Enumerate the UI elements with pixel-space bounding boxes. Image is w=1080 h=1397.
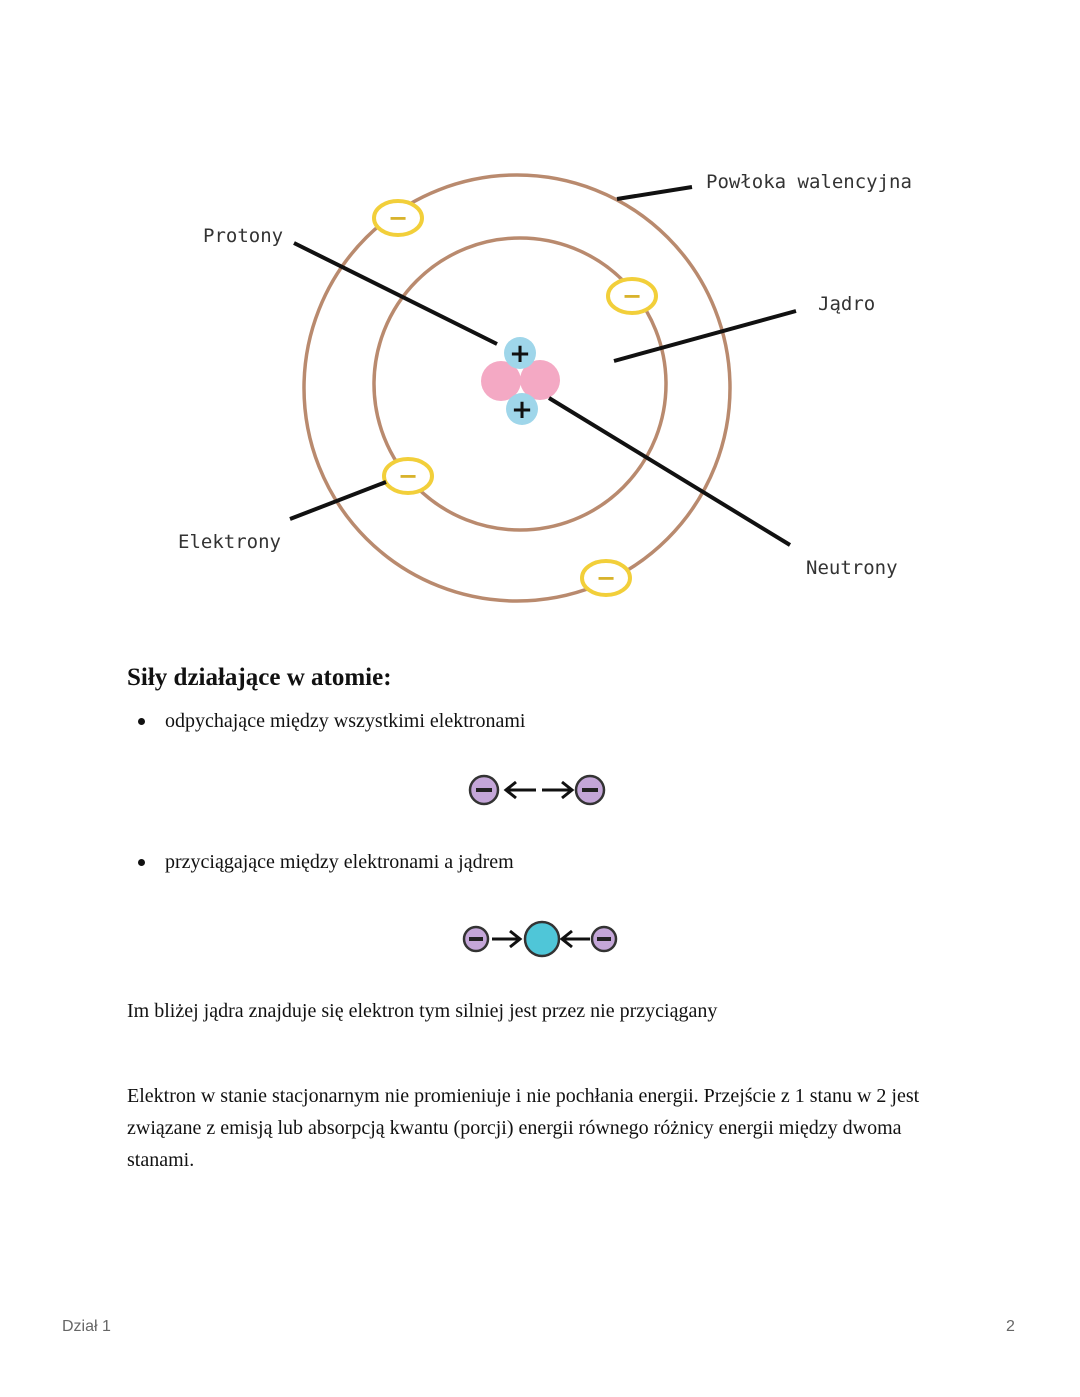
svg-text:−: − bbox=[621, 282, 643, 310]
svg-text:−: − bbox=[397, 462, 419, 490]
electron bbox=[582, 561, 630, 595]
electrons-pointer bbox=[290, 482, 386, 519]
proton-sign: + bbox=[511, 395, 533, 425]
arrow-right-icon bbox=[492, 931, 520, 947]
proton-sign: + bbox=[509, 339, 531, 369]
label-neutrons: Neutrony bbox=[806, 557, 898, 579]
electron bbox=[384, 459, 432, 493]
nucleus-particle-icon bbox=[525, 922, 559, 956]
attraction-illustration bbox=[458, 916, 622, 962]
nucleus-pointer bbox=[614, 311, 796, 361]
electron-particle-icon bbox=[576, 776, 604, 804]
neutrons-pointer bbox=[549, 398, 790, 545]
paragraph-attraction: Im bliżej jądra znajduje się elektron tym silniej jest przez nie przyciągany bbox=[127, 1000, 718, 1022]
svg-text:−: − bbox=[387, 204, 409, 232]
label-electrons: Elektrony bbox=[178, 531, 281, 553]
arrow-left-icon bbox=[506, 782, 536, 798]
electron-particle-icon bbox=[470, 776, 498, 804]
arrow-left-icon bbox=[562, 931, 590, 947]
page-number: 2 bbox=[1006, 1318, 1015, 1335]
label-shell: Powłoka walencyjna bbox=[706, 171, 912, 193]
list-item-text: odpychające między wszystkimi elektronami bbox=[165, 710, 526, 732]
electron-particle-icon bbox=[464, 927, 488, 951]
atom-diagram bbox=[0, 0, 1080, 640]
shell-pointer bbox=[617, 187, 692, 199]
list-item bbox=[138, 710, 525, 733]
list-item-text: przyciągające między elektronami a jądrem bbox=[165, 851, 514, 873]
electron bbox=[374, 201, 422, 235]
electron-particle-icon bbox=[592, 927, 616, 951]
label-protons: Protony bbox=[203, 225, 284, 247]
paragraph-stationary-state: Elektron w stanie stacjonarnym nie promieniuje i nie pochłania energii. Przejście z 1 stanu w 2 jest związane z emisją lub absorpcją kwantu (porcji) energii równego różnicy energii między dwoma stanami. bbox=[127, 1085, 920, 1171]
bullet-icon bbox=[138, 859, 145, 866]
list-item bbox=[138, 851, 514, 874]
footer-section-label: Dział 1 bbox=[62, 1318, 111, 1335]
svg-text:−: − bbox=[595, 564, 617, 592]
nucleus bbox=[481, 337, 560, 425]
repulsion-illustration bbox=[462, 768, 612, 812]
arrow-right-icon bbox=[542, 782, 572, 798]
bullet-icon bbox=[138, 718, 145, 725]
label-nucleus: Jądro bbox=[818, 293, 876, 315]
electron bbox=[608, 279, 656, 313]
section-heading: Siły działające w atomie: bbox=[127, 664, 392, 691]
